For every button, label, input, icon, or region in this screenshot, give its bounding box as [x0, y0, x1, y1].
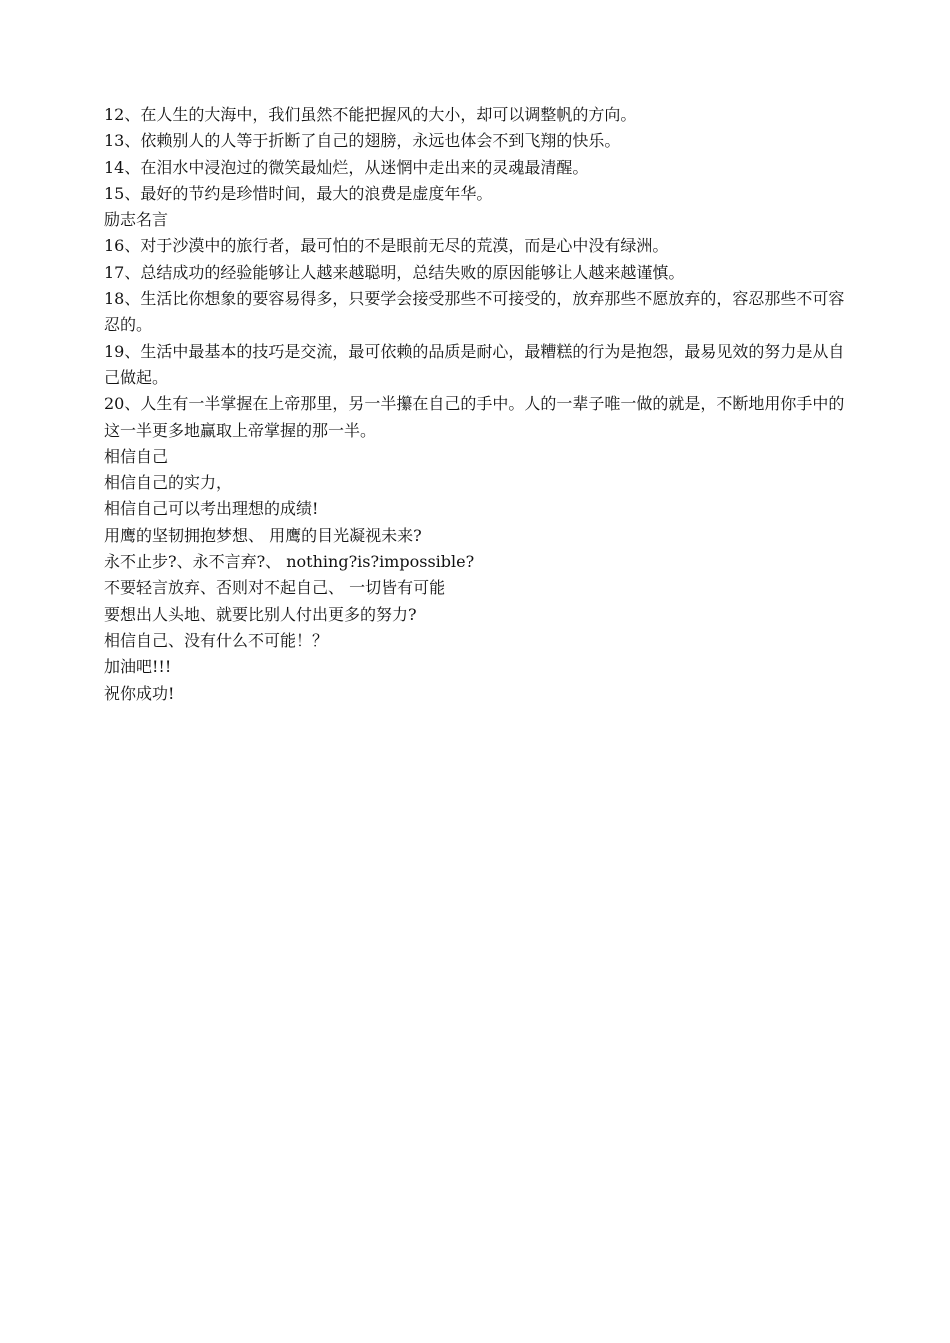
section-heading-inspirational-quotes: 励志名言 — [104, 210, 169, 230]
motto-line: 相信自己、没有什么不可能！？ — [104, 630, 329, 650]
motto-line: 用鹰的坚韧拥抱梦想、 用鹰的目光凝视未来? — [104, 525, 422, 545]
quote-line-14: 14、在泪水中浸泡过的微笑最灿烂，从迷惘中走出来的灵魂最清醒。 — [104, 157, 589, 177]
motto-line: 加油吧!!! — [104, 657, 172, 677]
motto-line: 不要轻言放弃、否则对不起自己、 一切皆有可能 — [104, 578, 446, 598]
motto-line: 相信自己的实力， — [104, 473, 233, 493]
quote-line-12: 12、在人生的大海中，我们虽然不能把握风的大小，却可以调整帆的方向。 — [104, 105, 637, 124]
quote-line-17: 17、总结成功的经验能够让人越来越聪明，总结失败的原因能够让人越来越谨慎。 — [104, 262, 685, 282]
motto-line: 要想出人头地、就要比别人付出更多的努力? — [104, 604, 417, 624]
motto-line: 永不止步?、永不言弃?、 nothing?is?impossible? — [104, 552, 475, 572]
motto-line: 相信自己可以考出理想的成绩! — [104, 499, 319, 519]
section-heading-believe-yourself: 相信自己 — [104, 446, 169, 466]
quote-line-13: 13、依赖别人的人等于折断了自己的翅膀，永远也体会不到飞翔的快乐。 — [104, 131, 621, 151]
quote-line-20: 20、人生有一半掌握在上帝那里，另一半攥在自己的手中。人的一辈子唯一做的就是，不断地用你手中的这一半更多地赢取上帝掌握的那一半。 — [104, 394, 845, 440]
quote-line-19: 19、生活中最基本的技巧是交流，最可依赖的品质是耐心，最糟糕的行为是抱怨，最易见效的努力是从自己做起。 — [104, 341, 845, 387]
document-body — [104, 102, 850, 707]
quote-line-15: 15、最好的节约是珍惜时间，最大的浪费是虚度年华。 — [104, 183, 493, 203]
quote-line-16: 16、对于沙漠中的旅行者，最可怕的不是眼前无尽的荒漠，而是心中没有绿洲。 — [104, 236, 669, 256]
quote-line-18: 18、生活比你想象的要容易得多，只要学会接受那些不可接受的，放弃那些不愿放弃的，容忍那些不可容忍的。 — [104, 289, 845, 335]
closing-line: 祝你成功! — [104, 683, 175, 703]
